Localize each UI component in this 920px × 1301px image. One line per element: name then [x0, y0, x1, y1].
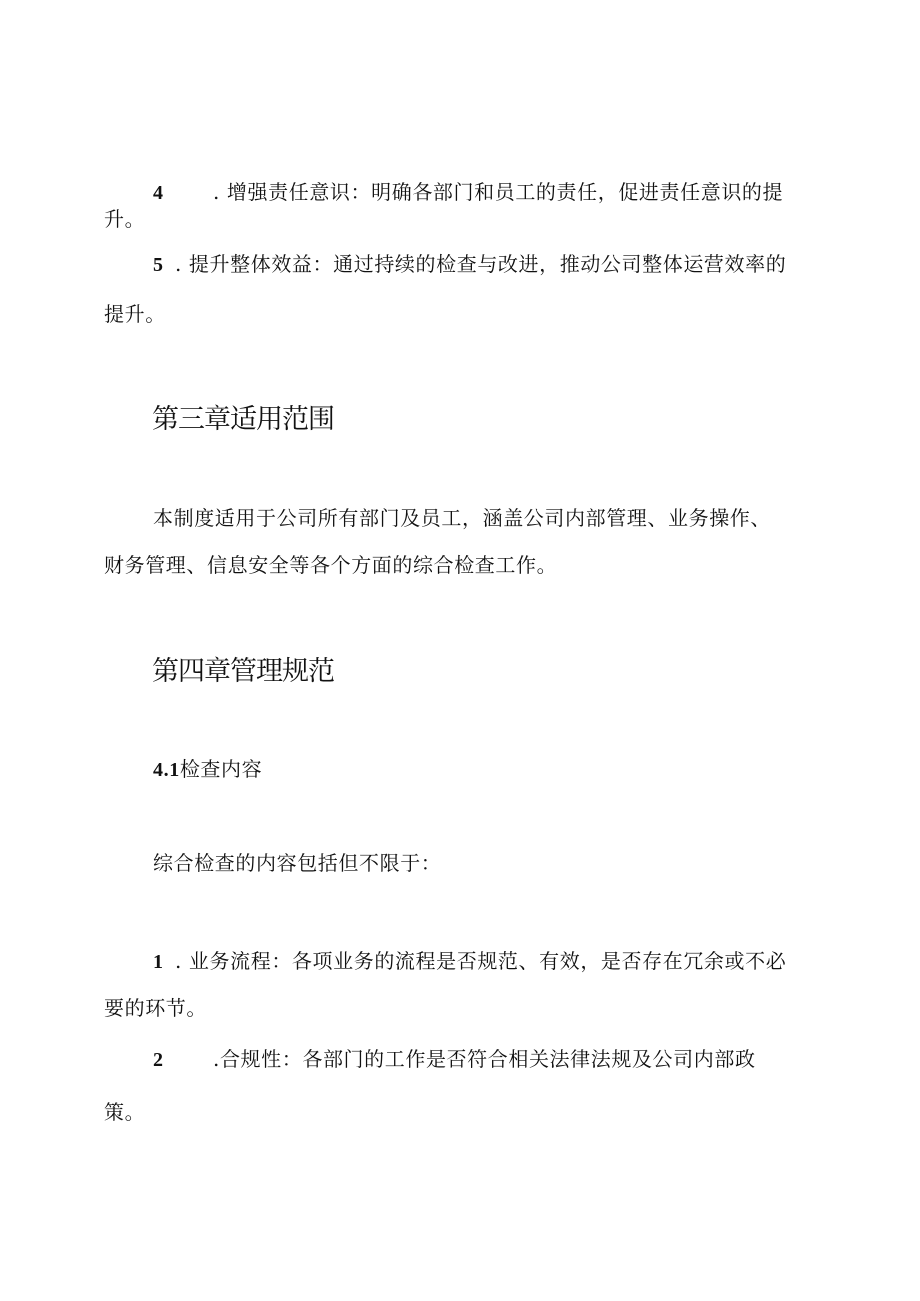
list-item-text: .合规性：各部门的工作是否符合相关法律法规及公司内部政 — [213, 1047, 756, 1071]
list-item-number: 1 — [153, 951, 164, 973]
section-4-1-heading — [153, 757, 262, 782]
list-item-5-line1 — [153, 252, 786, 277]
list-item-number: 5 — [153, 254, 164, 276]
section-intro: 综合检查的内容包括但不限于： — [153, 851, 442, 875]
list-item-number: 4 — [153, 182, 164, 204]
list-item-number: 2 — [153, 1049, 164, 1071]
list-item-2-line2: 策。 — [104, 1100, 146, 1124]
section-number: 4.1 — [153, 759, 180, 781]
chapter-3-paragraph-line2: 财务管理、信息安全等各个方面的综合检查工作。 — [104, 553, 558, 577]
list-item-2-line1 — [153, 1047, 756, 1072]
section-title: 检查内容 — [179, 757, 263, 781]
list-item-1-line2: 要的环节。 — [104, 996, 207, 1020]
chapter-3-title: 第三章适用范围 — [152, 404, 334, 435]
chapter-4-title: 第四章管理规范 — [152, 656, 334, 687]
list-item-text: . 业务流程：各项业务的流程是否规范、有效，是否存在冗余或不必 — [175, 949, 787, 973]
chapter-3-paragraph-line1: 本制度适用于公司所有部门及员工，涵盖公司内部管理、业务操作、 — [153, 506, 771, 530]
list-item-5-line2: 提升。 — [104, 302, 166, 326]
list-item-4-line2: 升。 — [104, 207, 146, 231]
list-item-1-line1 — [153, 949, 786, 974]
list-item-text: . 增强责任意识：明确各部门和员工的责任，促进责任意识的提 — [213, 180, 784, 204]
list-item-4-line1 — [153, 180, 783, 205]
list-item-text: . 提升整体效益：通过持续的检查与改进，推动公司整体运营效率的 — [175, 252, 787, 276]
